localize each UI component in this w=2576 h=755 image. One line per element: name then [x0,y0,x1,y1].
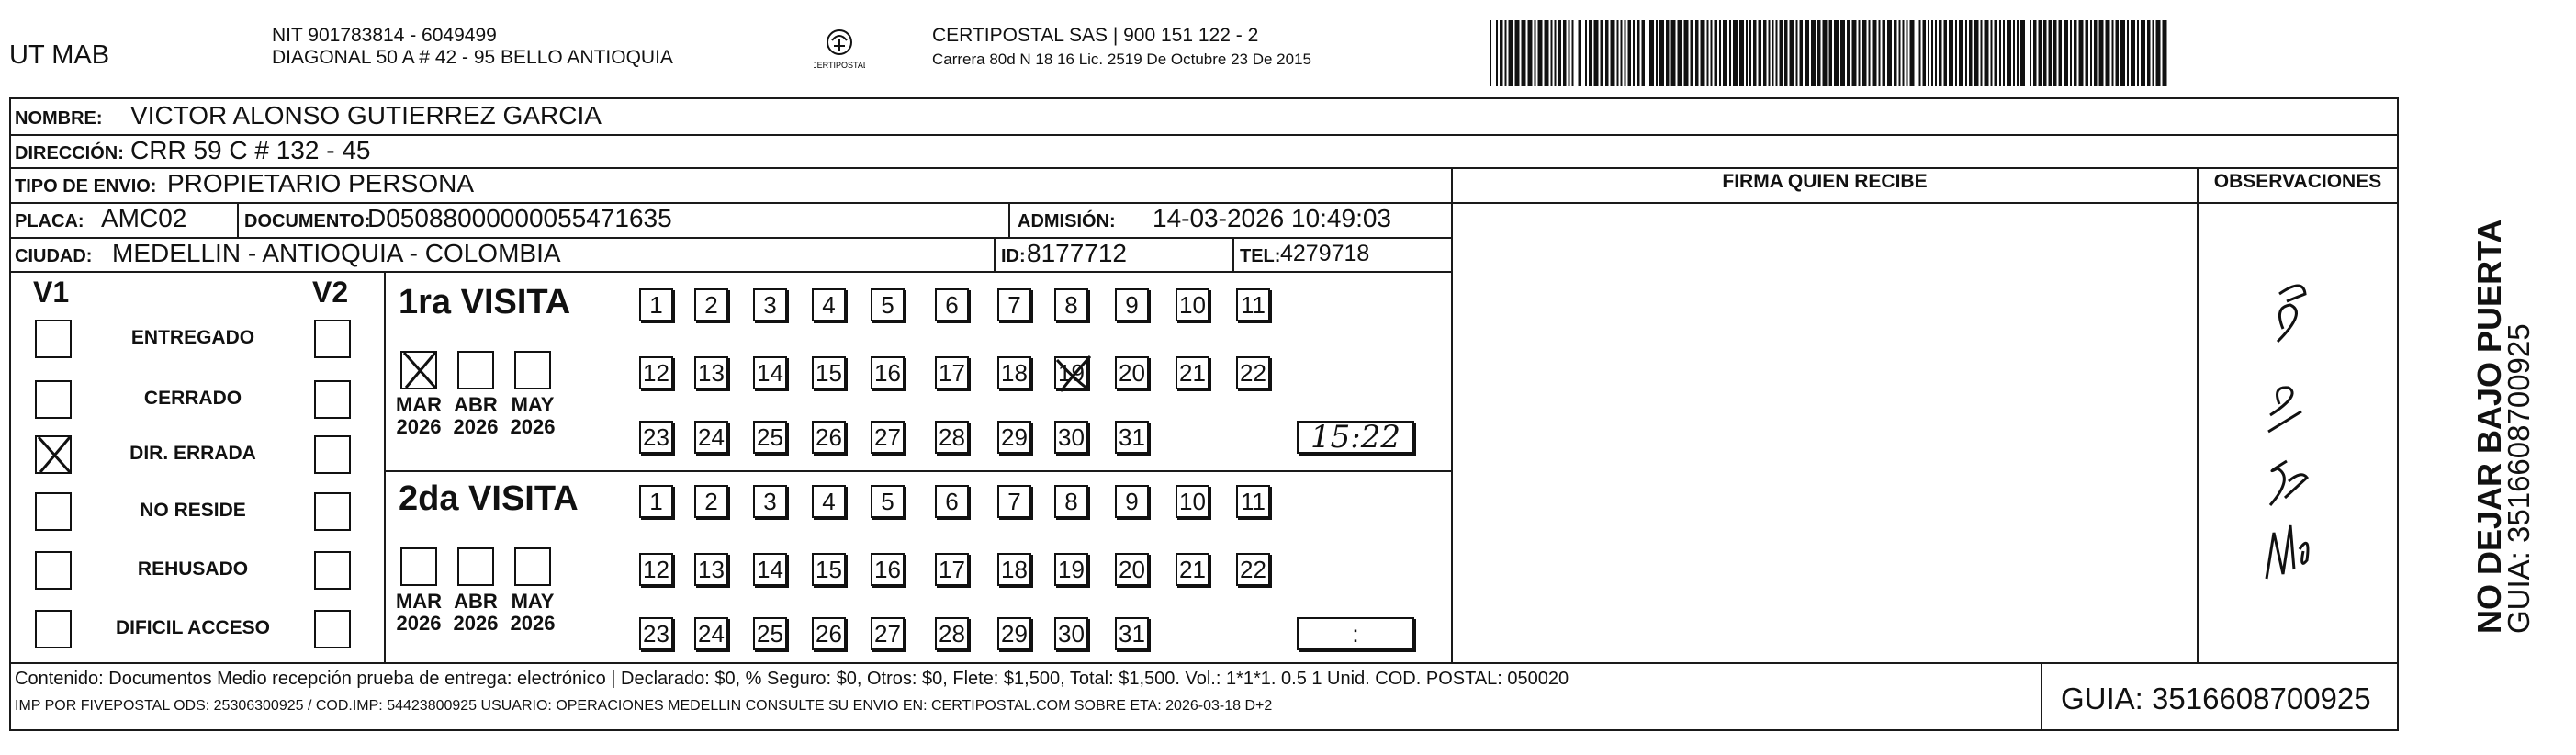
day-box[interactable] [935,553,969,586]
day-number: 15 [816,359,842,387]
day-number: 6 [945,488,959,515]
day-box[interactable] [1236,356,1270,389]
day-number: 8 [1064,488,1078,515]
day-number: 18 [1001,556,1028,583]
shipment-type-label: TIPO DE ENVIO: [15,176,157,197]
id-value: 8177712 [1027,239,1128,267]
day-number: 4 [822,488,836,515]
month-year: 2026 [396,415,442,438]
day-number: 12 [643,359,669,387]
day-number: 3 [763,291,777,319]
signature-label: FIRMA QUIEN RECIBE [1722,171,1928,192]
day-number: 7 [1007,291,1021,319]
day-box[interactable] [694,485,728,518]
day-box[interactable] [997,288,1031,321]
month-year: 2026 [510,415,556,438]
address-label: DIRECCIÓN: [15,143,124,163]
status-label: DIR. ERRADA [129,443,256,464]
day-number: 16 [874,359,901,387]
day-number: 28 [939,423,965,451]
status-v2-checkbox[interactable] [314,551,351,590]
day-box[interactable] [1054,485,1088,518]
day-box[interactable] [1054,421,1088,454]
month-label: MAY [511,393,555,416]
day-box[interactable] [1176,288,1209,321]
day-number: 27 [874,423,901,451]
day-box[interactable] [871,553,905,586]
month-year: 2026 [453,415,499,438]
document-label: DOCUMENTO: [244,211,371,231]
day-box[interactable] [935,485,969,518]
admission-label: ADMISIÓN: [1018,211,1116,231]
status-v2-checkbox[interactable] [314,320,351,358]
company-name: UT MAB [9,40,110,70]
day-number: 7 [1007,488,1021,515]
month-year: 2026 [453,612,499,635]
day-box[interactable] [812,421,846,454]
day-box[interactable] [639,421,673,454]
day-number: 14 [757,359,783,387]
day-number: 19 [1058,556,1085,583]
day-box[interactable] [871,421,905,454]
month-checkbox[interactable] [457,351,494,389]
day-box[interactable] [812,288,846,321]
day-number: 18 [1001,359,1028,387]
day-box[interactable] [997,553,1031,586]
status-v2-checkbox[interactable] [314,435,351,474]
city-value: MEDELLIN - ANTIOQUIA - COLOMBIA [112,239,561,267]
logo-text: CERTIPOSTAL [814,61,865,70]
day-number: 29 [1001,620,1028,648]
day-number: 23 [643,620,669,648]
observations-label: OBSERVACIONES [2213,171,2382,192]
day-box[interactable] [997,421,1031,454]
plate-label: PLACA: [15,211,84,231]
name-label: NOMBRE: [15,108,103,129]
document-value: D05088000000055471635 [367,204,672,232]
footer-content-line: Contenido: Documentos Medio recepción prueba de entrega: electrónico | Declarado: $0, % Seguro: $0, Otros: $0, Flete: $1,500, Total: $1,500. Vol.: 1*1*1. 0.5 1 Unid. COD. POSTAL: 050020 [15,669,1569,689]
day-box[interactable] [1236,553,1270,586]
day-box[interactable] [1115,485,1149,518]
carrier-line: CERTIPOSTAL SAS | 900 151 122 - 2 [932,25,1259,46]
day-number: 11 [1241,291,1266,319]
day-box[interactable] [935,617,969,650]
day-number: 3 [763,488,777,515]
month-label: MAR [395,590,443,613]
month-checkbox[interactable] [514,547,551,586]
day-number: 8 [1064,291,1078,319]
footer-imp-line: IMP POR FIVEPOSTAL ODS: 25306300925 / COD.IMP: 54423800925 USUARIO: OPERACIONES MEDELLIN CONSULTE SU ENVIO EN: CERTIPOSTAL.COM SOBRE ETA: 2026-03-18 D+2 [15,698,1273,714]
city-label: CIUDAD: [15,246,93,266]
day-box[interactable] [753,485,787,518]
day-box[interactable] [753,421,787,454]
status-v1-checkbox[interactable] [35,380,72,419]
day-number: 23 [643,423,669,451]
day-box[interactable] [871,356,905,389]
day-number: 5 [881,488,894,515]
day-box[interactable] [1236,288,1270,321]
visit-title: 1ra VISITA [399,283,571,321]
day-box[interactable] [694,356,728,389]
day-box[interactable] [1054,288,1088,321]
day-box[interactable] [639,553,673,586]
day-number: 20 [1119,556,1145,583]
day-number: 19 [1058,359,1085,387]
nit-line: NIT 901783814 - 6049499 [272,25,497,46]
month-year: 2026 [396,612,442,635]
day-number: 9 [1125,291,1139,319]
day-number: 24 [698,423,725,451]
tel-value: 4279718 [1280,241,1370,266]
v1-header: V1 [33,276,70,309]
status-v1-checkbox[interactable] [35,320,72,358]
day-box[interactable] [1176,356,1209,389]
day-box[interactable] [812,485,846,518]
day-box[interactable] [1115,288,1149,321]
status-label: REHUSADO [137,558,249,580]
day-box[interactable] [753,288,787,321]
certipostal-logo [814,28,865,75]
status-v1-checkbox[interactable] [35,610,72,648]
day-box[interactable] [935,421,969,454]
status-v1-checkbox[interactable] [35,435,72,474]
day-number: 9 [1125,488,1139,515]
side-guide-number: GUIA: 3516608700925 [2502,323,2536,634]
day-box[interactable] [639,485,673,518]
visit-time: : [1352,620,1359,648]
day-number: 4 [822,291,836,319]
month-checkbox[interactable] [514,351,551,389]
day-box[interactable] [1236,485,1270,518]
license-line: Carrera 80d N 18 16 Lic. 2519 De Octubre 23 De 2015 [932,51,1311,68]
day-number: 25 [757,620,783,648]
day-number: 1 [649,488,663,515]
day-number: 16 [874,556,901,583]
day-box[interactable] [1054,356,1088,389]
day-box[interactable] [997,617,1031,650]
day-number: 31 [1119,423,1145,451]
day-box[interactable] [935,356,969,389]
day-number: 27 [874,620,901,648]
day-number: 21 [1179,359,1206,387]
visit-time: 15:22 [1310,419,1400,456]
day-number: 28 [939,620,965,648]
day-box[interactable] [753,356,787,389]
day-number: 5 [881,291,894,319]
tel-label: TEL: [1240,246,1281,266]
day-box[interactable] [694,553,728,586]
day-box[interactable] [1115,421,1149,454]
day-number: 30 [1058,620,1085,648]
signature-area[interactable] [1460,204,2190,659]
barcode [1488,20,2167,86]
day-number: 1 [649,291,663,319]
day-number: 20 [1119,359,1145,387]
day-number: 22 [1240,359,1266,387]
month-year: 2026 [510,612,556,635]
day-number: 25 [757,423,783,451]
day-box[interactable] [1176,485,1209,518]
visit-title: 2da VISITA [399,479,579,518]
day-number: 26 [816,620,842,648]
day-number: 6 [945,291,959,319]
sender-address: DIAGONAL 50 A # 42 - 95 BELLO ANTIOQUIA [272,47,673,68]
status-label: CERRADO [143,388,242,409]
footer-guide-number: GUIA: 3516608700925 [2061,682,2371,716]
day-box[interactable] [1176,553,1209,586]
observations-handwriting [2222,257,2333,606]
day-box[interactable] [1115,617,1149,650]
day-box[interactable] [694,421,728,454]
day-number: 31 [1119,620,1145,648]
day-box[interactable] [871,617,905,650]
admission-value: 14-03-2026 10:49:03 [1153,204,1391,232]
day-box[interactable] [753,617,787,650]
day-box[interactable] [997,356,1031,389]
day-box[interactable] [812,617,846,650]
status-label: ENTREGADO [130,327,255,348]
shipment-type: PROPIETARIO PERSONA [167,169,474,197]
day-box[interactable] [694,288,728,321]
day-number: 2 [704,291,718,319]
visit-time-field[interactable] [1297,421,1414,454]
day-box[interactable] [639,288,673,321]
day-box[interactable] [1115,356,1149,389]
day-box[interactable] [812,553,846,586]
day-number: 12 [643,556,669,583]
visit-time-field[interactable] [1297,617,1414,650]
day-number: 17 [939,556,965,583]
status-v2-checkbox[interactable] [314,492,351,531]
day-box[interactable] [1115,553,1149,586]
day-box[interactable] [639,617,673,650]
status-label: DIFICIL ACCESO [115,617,270,638]
day-number: 30 [1058,423,1085,451]
day-box[interactable] [753,553,787,586]
day-box[interactable] [935,288,969,321]
day-number: 22 [1240,556,1266,583]
recipient-address: CRR 59 C # 132 - 45 [130,136,371,164]
month-checkbox[interactable] [400,547,437,586]
day-number: 11 [1241,488,1266,515]
day-number: 26 [816,423,842,451]
day-box[interactable] [1054,617,1088,650]
v2-header: V2 [312,276,349,309]
status-v2-checkbox[interactable] [314,380,351,419]
day-box[interactable] [871,485,905,518]
day-number: 14 [757,556,783,583]
day-number: 10 [1179,488,1206,515]
day-box[interactable] [812,356,846,389]
day-number: 13 [698,359,725,387]
day-number: 2 [704,488,718,515]
status-v1-checkbox[interactable] [35,551,72,590]
day-number: 24 [698,620,725,648]
day-box[interactable] [871,288,905,321]
month-label: MAY [511,590,555,613]
plate-value: AMC02 [101,204,187,232]
day-number: 15 [816,556,842,583]
month-label: ABR [454,393,498,416]
day-number: 10 [1179,291,1206,319]
status-label: NO RESIDE [140,500,246,521]
day-box[interactable] [1054,553,1088,586]
no-under-door-warning: NO DEJAR BAJO PUERTA [2470,219,2508,634]
month-checkbox[interactable] [400,351,437,389]
day-number: 13 [698,556,725,583]
recipient-name: VICTOR ALONSO GUTIERREZ GARCIA [130,101,602,130]
day-box[interactable] [639,356,673,389]
id-label: ID: [1001,246,1026,266]
day-number: 21 [1179,556,1206,583]
day-box[interactable] [997,485,1031,518]
month-label: MAR [395,393,443,416]
month-label: ABR [454,590,498,613]
month-checkbox[interactable] [457,547,494,586]
day-number: 29 [1001,423,1028,451]
day-box[interactable] [694,617,728,650]
day-number: 17 [939,359,965,387]
status-v1-checkbox[interactable] [35,492,72,531]
status-v2-checkbox[interactable] [314,610,351,648]
